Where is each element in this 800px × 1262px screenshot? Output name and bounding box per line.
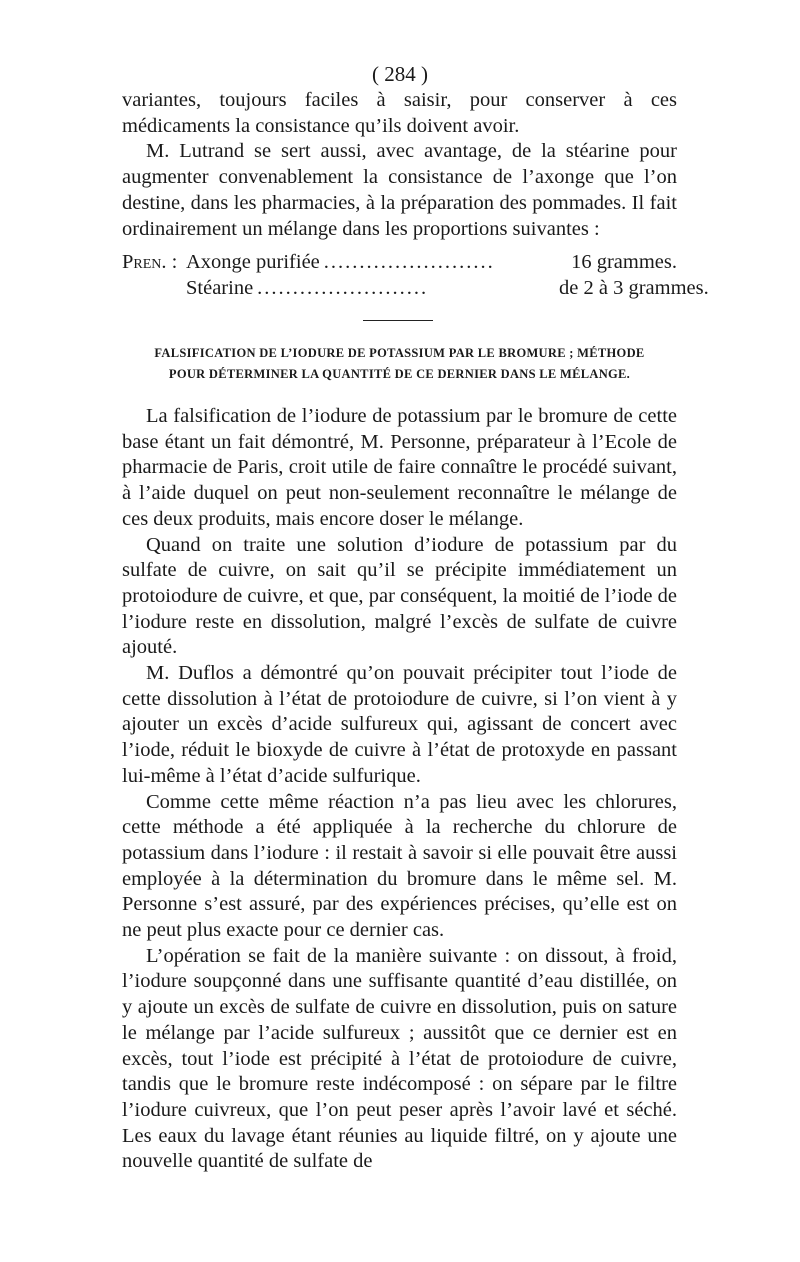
ingredient-name: Stéarine xyxy=(186,277,254,299)
recipe-row xyxy=(122,275,709,301)
intro-text xyxy=(122,88,677,242)
recipe-row xyxy=(122,249,677,275)
paragraph: La falsification de l’iodure de potassium par le bromure de cette base étant un fait démontré, M. Personne, préparateur à l’Ecole de pharmacie de Paris, croit utile de faire connaître le procédé suivant, à l’aide duquel on peut non-seulement reconnaître le mélange de ces deux produits, mais encore doser le mélange. xyxy=(122,405,677,530)
ingredient-quantity: de 2 à 3 grammes. xyxy=(559,277,709,299)
paragraph: L’opération se fait de la manière suivante : on dissout, à froid, l’iodure soupçonné dans une suffisante quantité d’eau distillée, on y ajoute un excès de sulfate de cuivre en dissolution, puis on sature le mélange par l’acide sulfureux ; aussitôt que ce dernier est en excès, tout l’iode est précipité à l’état de protoiodure de cuivre, tandis que le bromure reste indécomposé : on sépare par le filtre l’iodure cuivreux, que l’on peut peser après l’avoir lavé et séché. Les eaux du lavage étant réunies au liquide filtré, on y ajoute une nouvelle quantité de sulfate de xyxy=(122,944,677,1173)
recipe xyxy=(122,249,709,301)
ingredient-name: Axonge purifiée xyxy=(186,251,320,273)
paragraph: Quand on traite une solution d’iodure de potassium par du sulfate de cuivre, on sait qu’il se précipite immédiatement un protoiodure de cuivre, et que, par conséquent, la moitié de l’iode de l’iodure reste en dissolution, malgré l’excès de sulfate de cuivre ajouté. xyxy=(122,533,677,659)
heading-line: FALSIFICATION DE L’IODURE DE POTASSIUM PAR LE BROMURE ; MÉTHODE xyxy=(154,346,645,360)
section-divider xyxy=(363,320,433,321)
paragraph: variantes, toujours faciles à saisir, pour conserver à ces médicaments la consistance qu’ils doivent avoir. xyxy=(122,89,677,137)
heading-line: POUR DÉTERMINER LA QUANTITÉ DE CE DERNIER DANS LE MÉLANGE. xyxy=(168,367,631,381)
ingredient-quantity: 16 grammes. xyxy=(571,251,677,273)
section-heading xyxy=(122,343,677,385)
paragraph: Comme cette même réaction n’a pas lieu avec les chlorures, cette méthode a été appliquée à la recherche du chlorure de potassium dans l’iodure : il restait à savoir si elle pouvait être aussi employée à la détermination du bromure dans le même sel. M. Personne s’est assuré, par des expériences précises, qu’elle est on ne peut plus exacte pour ce dernier cas. xyxy=(122,790,677,942)
recipe-label: Pren. : xyxy=(122,251,178,273)
paragraph: M. Duflos a démontré qu’on pouvait précipiter tout l’iode de cette dissolution à l’état de protoiodure de cuivre, si l’on vient à y ajouter un excès d’acide sulfureux qui, agissant de concert avec l’iode, réduit le bioxyde de cuivre à l’état de protoxyde en passant lui-même à l’état d’acide sulfurique. xyxy=(122,662,677,787)
leader-dots: ........................ xyxy=(323,251,495,273)
leader-dots: ........................ xyxy=(257,277,429,299)
page-number: ( 284 ) xyxy=(372,62,428,86)
section-body xyxy=(122,404,677,1175)
paragraph: M. Lutrand se sert aussi, avec avantage, de la stéarine pour augmenter convenablement la consistance de l’axonge que l’on destine, dans les pharmacies, à la préparation des pommades. Il fait ordinairement un mélange dans les proportions suivantes : xyxy=(122,140,677,240)
